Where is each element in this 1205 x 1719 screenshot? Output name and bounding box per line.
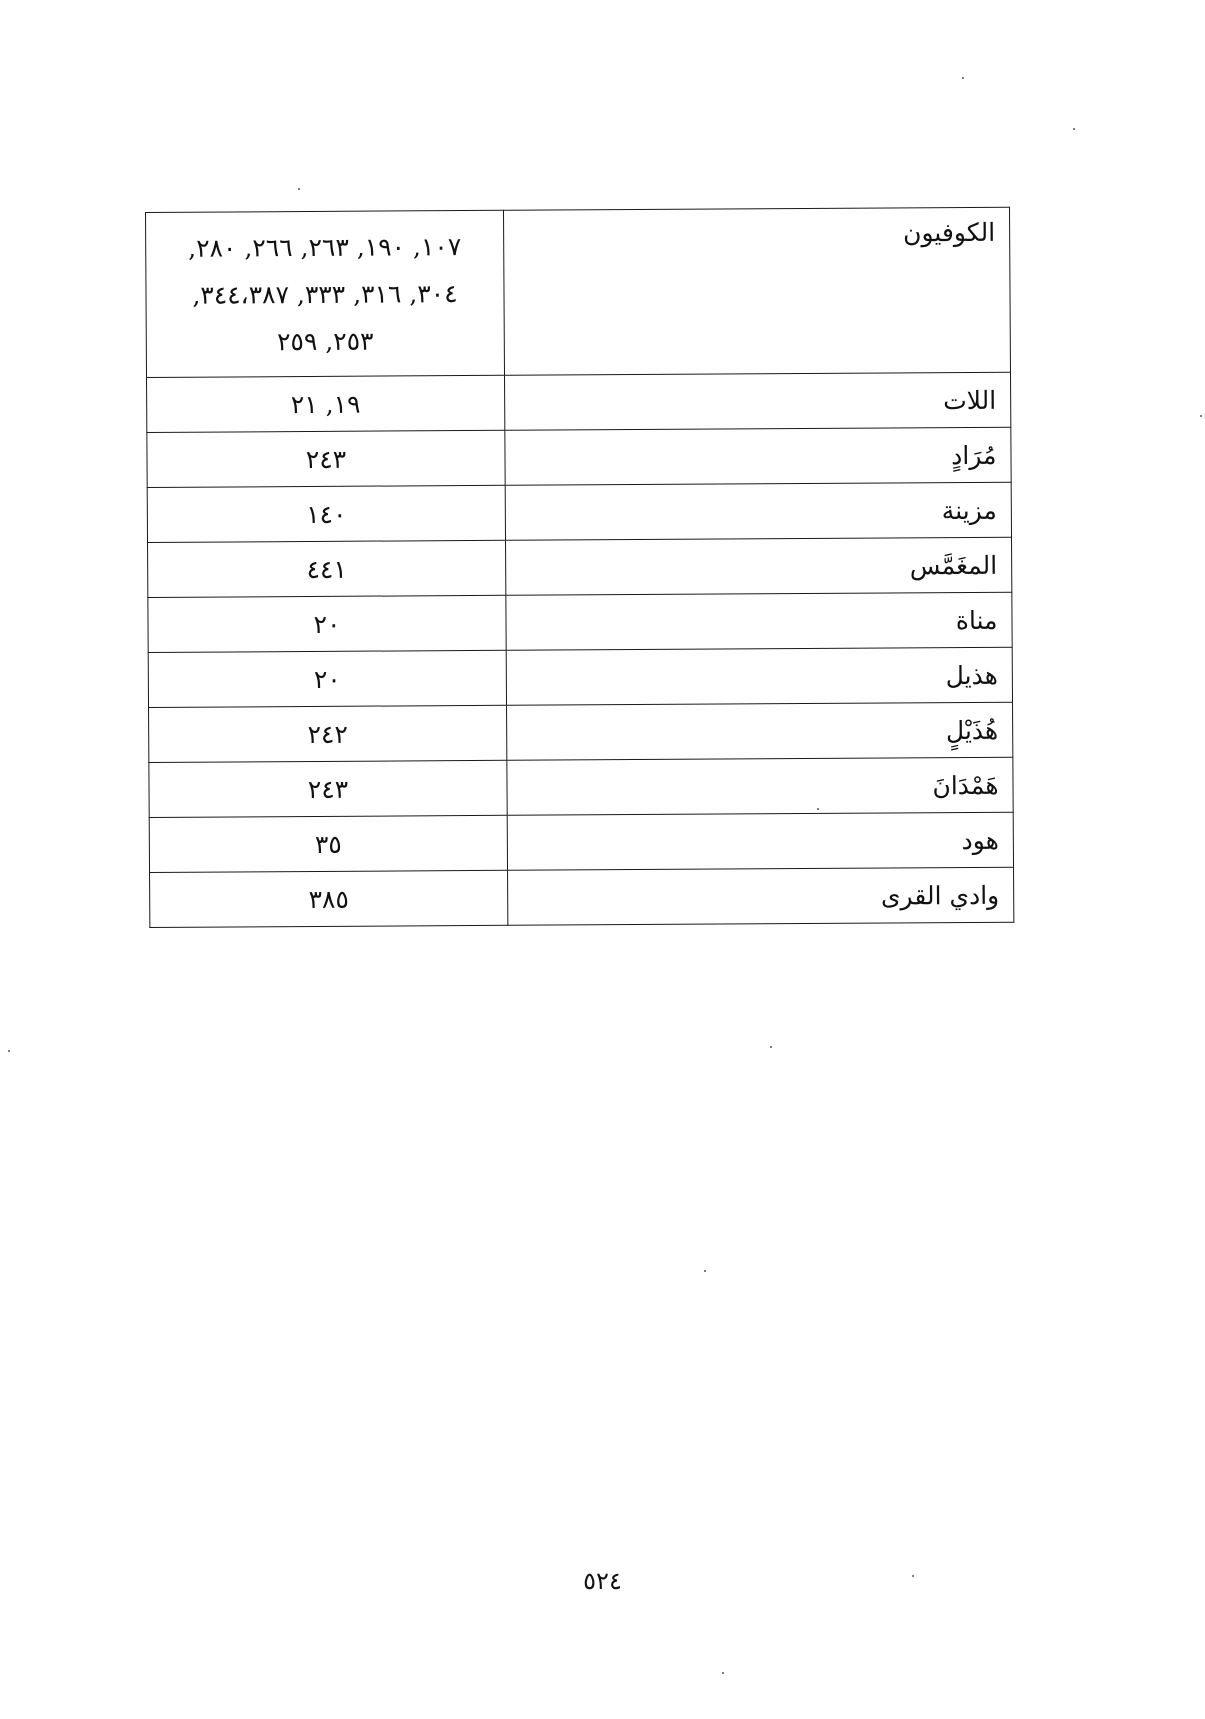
page-refs-cell: ١٩, ٢١ [147, 375, 505, 432]
page-refs-cell: ٢٠ [148, 595, 506, 652]
table-row [149, 702, 1013, 762]
entry-name-cell: هُذَيْلٍ [507, 702, 1013, 760]
page-refs-cell: ٢٤٣ [147, 430, 505, 487]
scan-speck [722, 1672, 724, 1674]
scan-speck [8, 1050, 10, 1052]
page-refs-line: ٢٥٣, ٢٥٩ [276, 326, 374, 356]
table-row [147, 482, 1011, 542]
scan-speck [1200, 415, 1202, 417]
page-refs-cell: ٢٤٣ [149, 760, 507, 817]
page-refs-line: ١٠٧, ١٩٠, ٢٦٣, ٢٦٦, ٢٨٠, [188, 231, 462, 263]
index-table [145, 207, 1014, 928]
table-row [148, 592, 1012, 652]
entry-name-cell: المغَمَّس [506, 537, 1012, 595]
page-refs-cell: ١٤٠ [147, 485, 505, 542]
table-row [146, 207, 1011, 377]
scan-speck [770, 1046, 772, 1048]
scan-speck [1073, 128, 1075, 130]
page-refs-cell: ٤٤١ [148, 540, 506, 597]
entry-name-cell: هذيل [506, 647, 1012, 705]
page-refs-cell [146, 210, 505, 377]
scan-speck [912, 1575, 914, 1577]
table-row [149, 757, 1013, 817]
scan-speck [817, 808, 819, 810]
table-row [147, 427, 1011, 487]
page-refs-cell: ٢٠ [148, 650, 506, 707]
entry-name-cell: مُرَادٍ [505, 427, 1011, 485]
entry-name-cell: وادي القرى [508, 867, 1014, 925]
page-refs-cell: ٣٨٥ [150, 870, 508, 927]
table-row [150, 867, 1014, 927]
table-row [148, 647, 1012, 707]
table-row [148, 537, 1012, 597]
entry-name-cell: هَمْدَانَ [507, 757, 1013, 815]
page-refs-cell: ٢٤٢ [149, 705, 507, 762]
scan-speck [704, 1270, 706, 1272]
entry-name-cell: مناة [506, 592, 1012, 650]
table-row [147, 372, 1011, 432]
page-refs-cell: ٣٥ [149, 815, 507, 872]
page-refs-line: ٣٠٤, ٣١٦, ٣٣٣, ٣٤٤،٣٨٧, [192, 278, 458, 310]
entry-name-cell: اللات [505, 372, 1011, 430]
entry-name-cell: الكوفيون [503, 207, 1010, 375]
table-row [149, 812, 1013, 872]
scan-speck [298, 188, 300, 190]
scan-speck [962, 77, 964, 79]
entry-name-cell: هود [507, 812, 1013, 870]
page-number: ٥٢٤ [583, 1567, 622, 1595]
entry-name-cell: مزينة [505, 482, 1011, 540]
